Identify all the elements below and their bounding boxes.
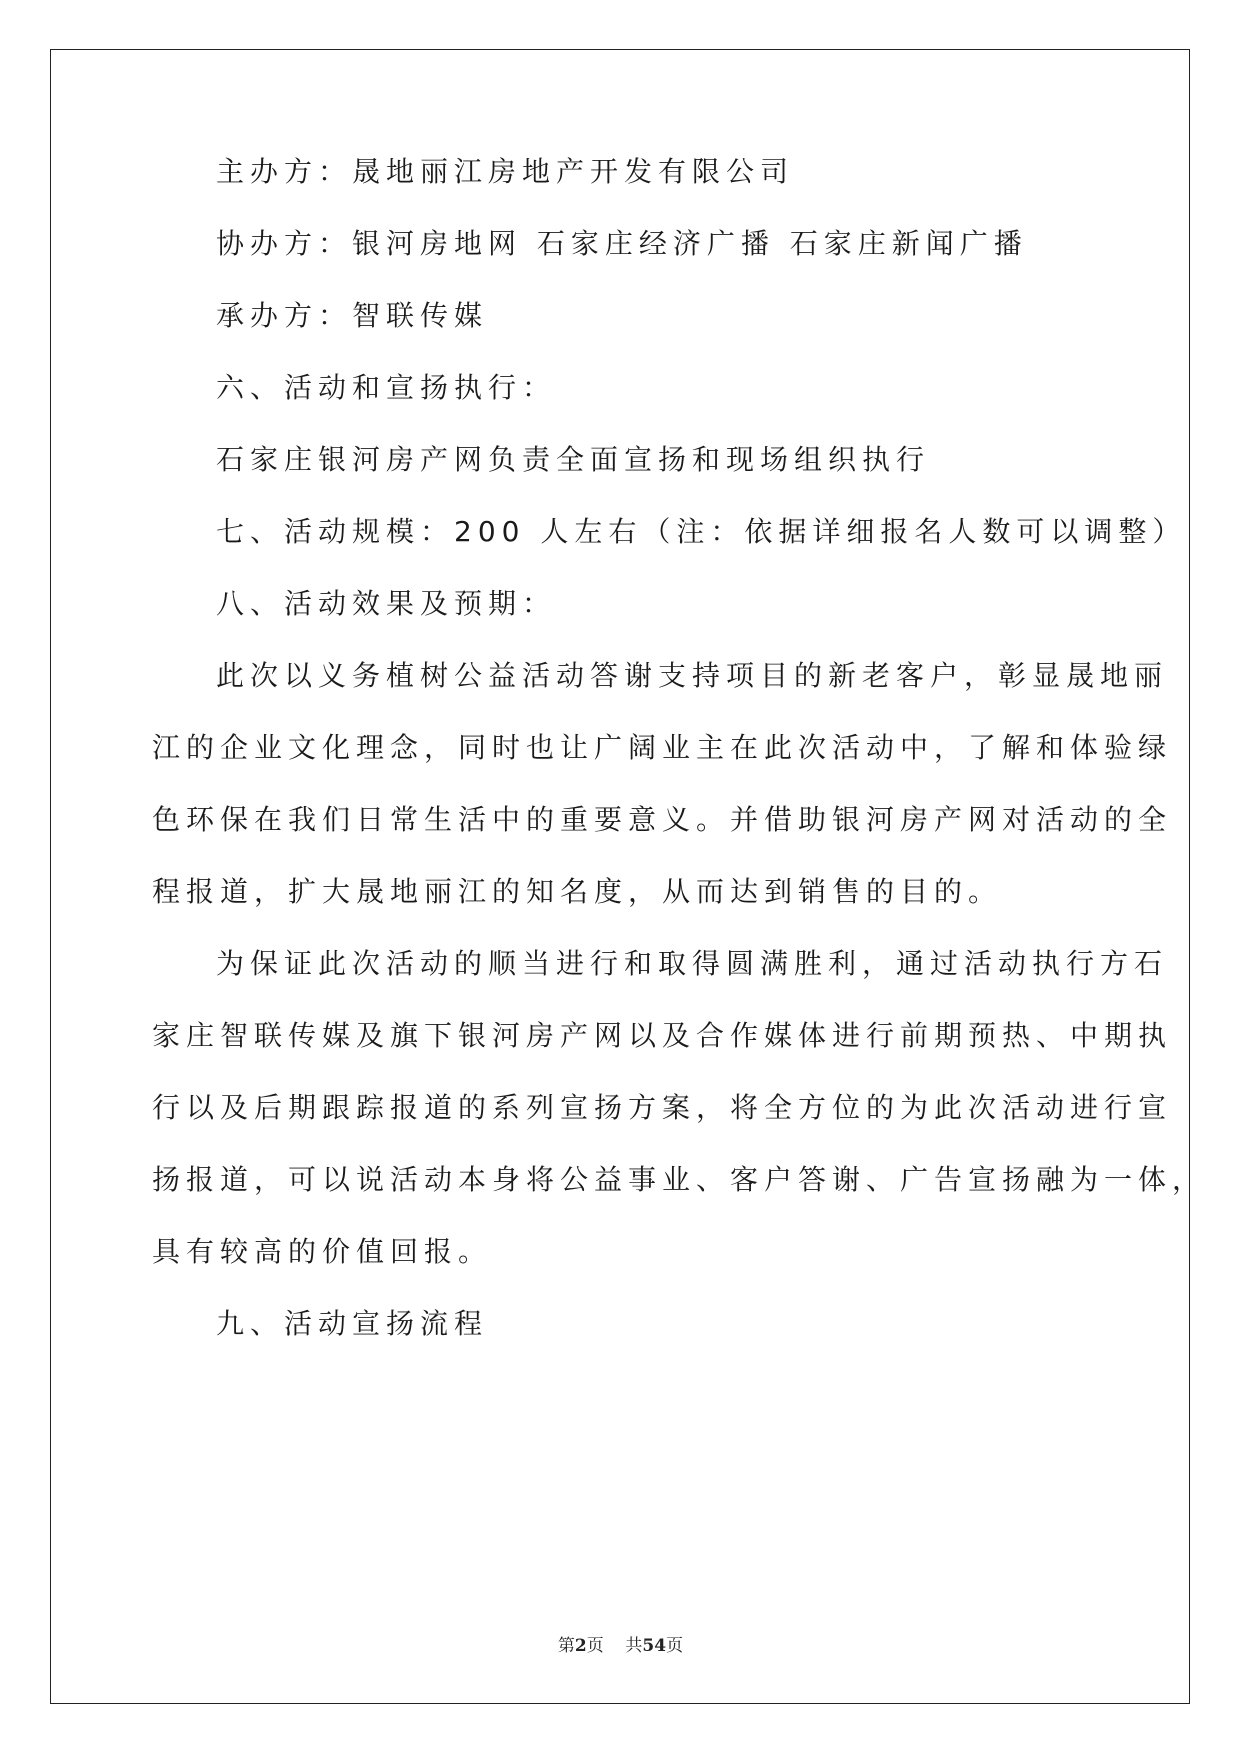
- text-line: 为保证此次活动的顺当进行和取得圆满胜利，通过活动执行方石: [216, 947, 1169, 980]
- page-suffix: 页: [586, 1636, 604, 1656]
- text-line: 石家庄银河房产网负责全面宣扬和现场组织执行: [216, 443, 931, 476]
- page-number: 2: [574, 1636, 587, 1656]
- page-prefix: 第: [557, 1636, 575, 1656]
- section-heading: 九、活动宣扬流程: [216, 1307, 489, 1340]
- text-line: 行以及后期跟踪报道的系列宣扬方案，将全方位的为此次活动进行宣: [152, 1091, 1173, 1124]
- text-line: 家庄智联传媒及旗下银河房产网以及合作媒体进行前期预热、中期执: [152, 1019, 1173, 1052]
- text-line: 色环保在我们日常生活中的重要意义。并借助银河房产网对活动的全: [152, 803, 1173, 836]
- text-line: 承办方：智联传媒: [216, 299, 489, 332]
- text-line: 协办方：银河房地网 石家庄经济广播 石家庄新闻广播: [216, 227, 1028, 260]
- total-pages: 54: [642, 1636, 667, 1656]
- total-prefix: 共: [625, 1636, 643, 1656]
- text-line: 具有较高的价值回报。: [152, 1235, 493, 1268]
- text-line: 扬报道，可以说活动本身将公益事业、客户答谢、广告宣扬融为一体，: [152, 1163, 1207, 1196]
- section-heading: 七、活动规模：200 人左右（注：依据详细报名人数可以调整）: [216, 515, 1187, 548]
- text-line: 程报道，扩大晟地丽江的知名度，从而达到销售的目的。: [152, 875, 1003, 908]
- page-footer: [0, 1631, 1241, 1656]
- section-heading: 八、活动效果及预期：: [216, 587, 557, 620]
- text-line: 江的企业文化理念，同时也让广阔业主在此次活动中，了解和体验绿: [152, 731, 1173, 764]
- section-heading: 六、活动和宣扬执行：: [216, 371, 557, 404]
- total-suffix: 页: [666, 1636, 684, 1656]
- text-line: 主办方：晟地丽江房地产开发有限公司: [216, 155, 795, 188]
- text-line: 此次以义务植树公益活动答谢支持项目的新老客户，彰显晟地丽: [216, 659, 1169, 692]
